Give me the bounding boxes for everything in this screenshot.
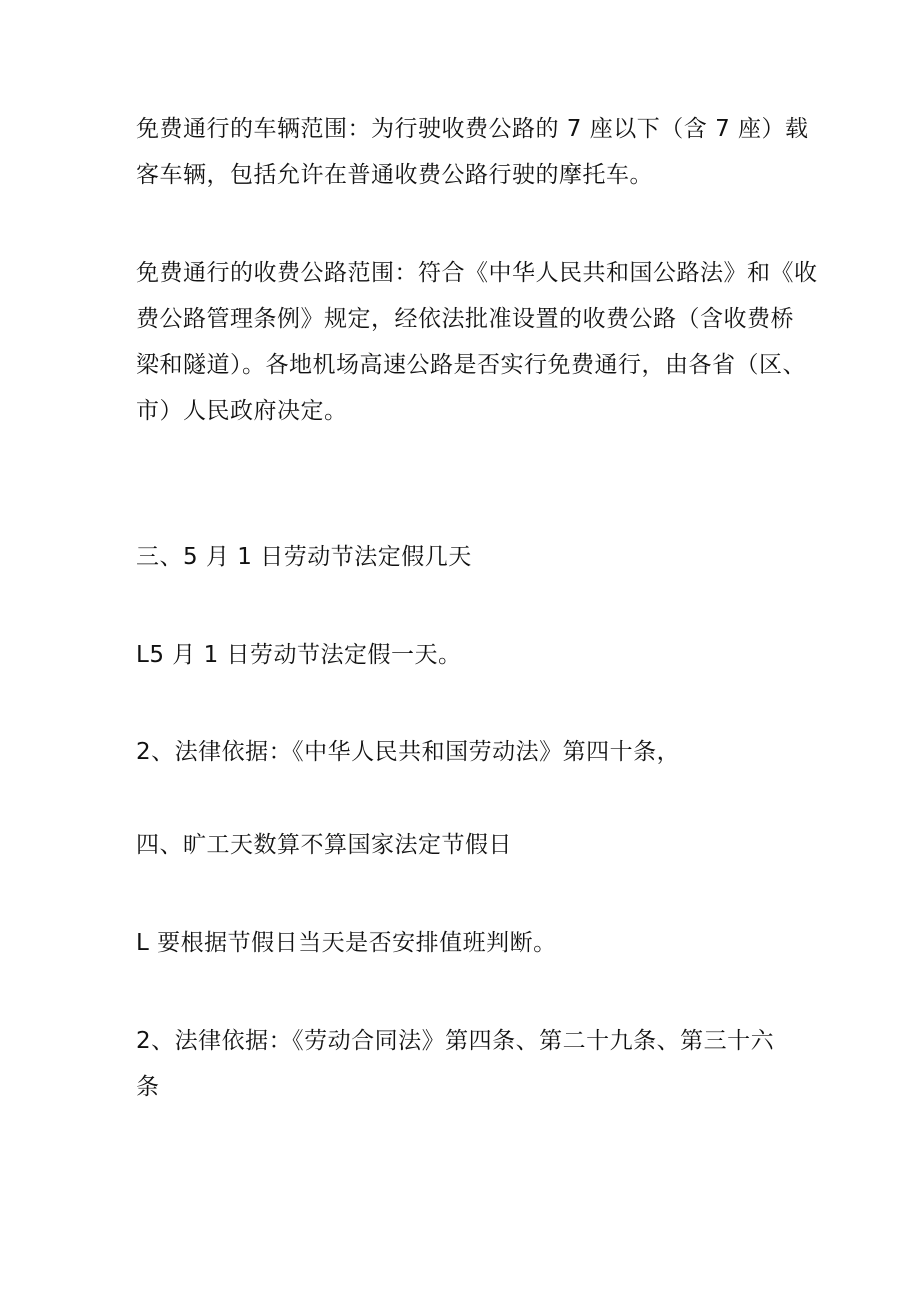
text-line: 费公路管理条例》规定，经依法批准设置的收费公路（含收费桥 — [136, 306, 794, 332]
text-line: 免费通行的车辆范围：为行驶收费公路的 7 座以下（含 7 座）载 — [136, 116, 809, 142]
text-line: L5 月 1 日劳动节法定假一天。 — [136, 642, 462, 668]
text-line: 免费通行的收费公路范围：符合《中华人民共和国公路法》和《收 — [136, 260, 818, 286]
paragraph-road-scope — [136, 250, 818, 434]
paragraph-contract-law-basis — [136, 1018, 806, 1110]
text-line: 条 — [136, 1074, 160, 1100]
text-line: 客车辆，包括允许在普通收费公路行驶的摩托车。 — [136, 162, 653, 188]
section-heading-three — [136, 534, 806, 580]
text-line: 2、法律依据：《劳动合同法》第四条、第二十九条、第三十六 — [136, 1028, 775, 1054]
heading-text: 四、旷工天数算不算国家法定节假日 — [136, 832, 512, 858]
text-line: 2、法律依据：《中华人民共和国劳动法》第四十条， — [136, 739, 681, 765]
paragraph-vehicle-scope — [136, 106, 809, 198]
text-line: L 要根据节假日当天是否安排值班判断。 — [136, 930, 557, 956]
text-line: 市）人民政府决定。 — [136, 398, 348, 424]
section-heading-four — [136, 822, 806, 868]
text-line: 梁和隧道）。各地机场高速公路是否实行免费通行，由各省（区、 — [136, 352, 806, 378]
heading-text: 三、5 月 1 日劳动节法定假几天 — [136, 544, 472, 570]
paragraph-absence-answer — [136, 920, 806, 966]
paragraph-labor-day-answer — [136, 632, 806, 678]
paragraph-labor-law-basis — [136, 729, 806, 775]
